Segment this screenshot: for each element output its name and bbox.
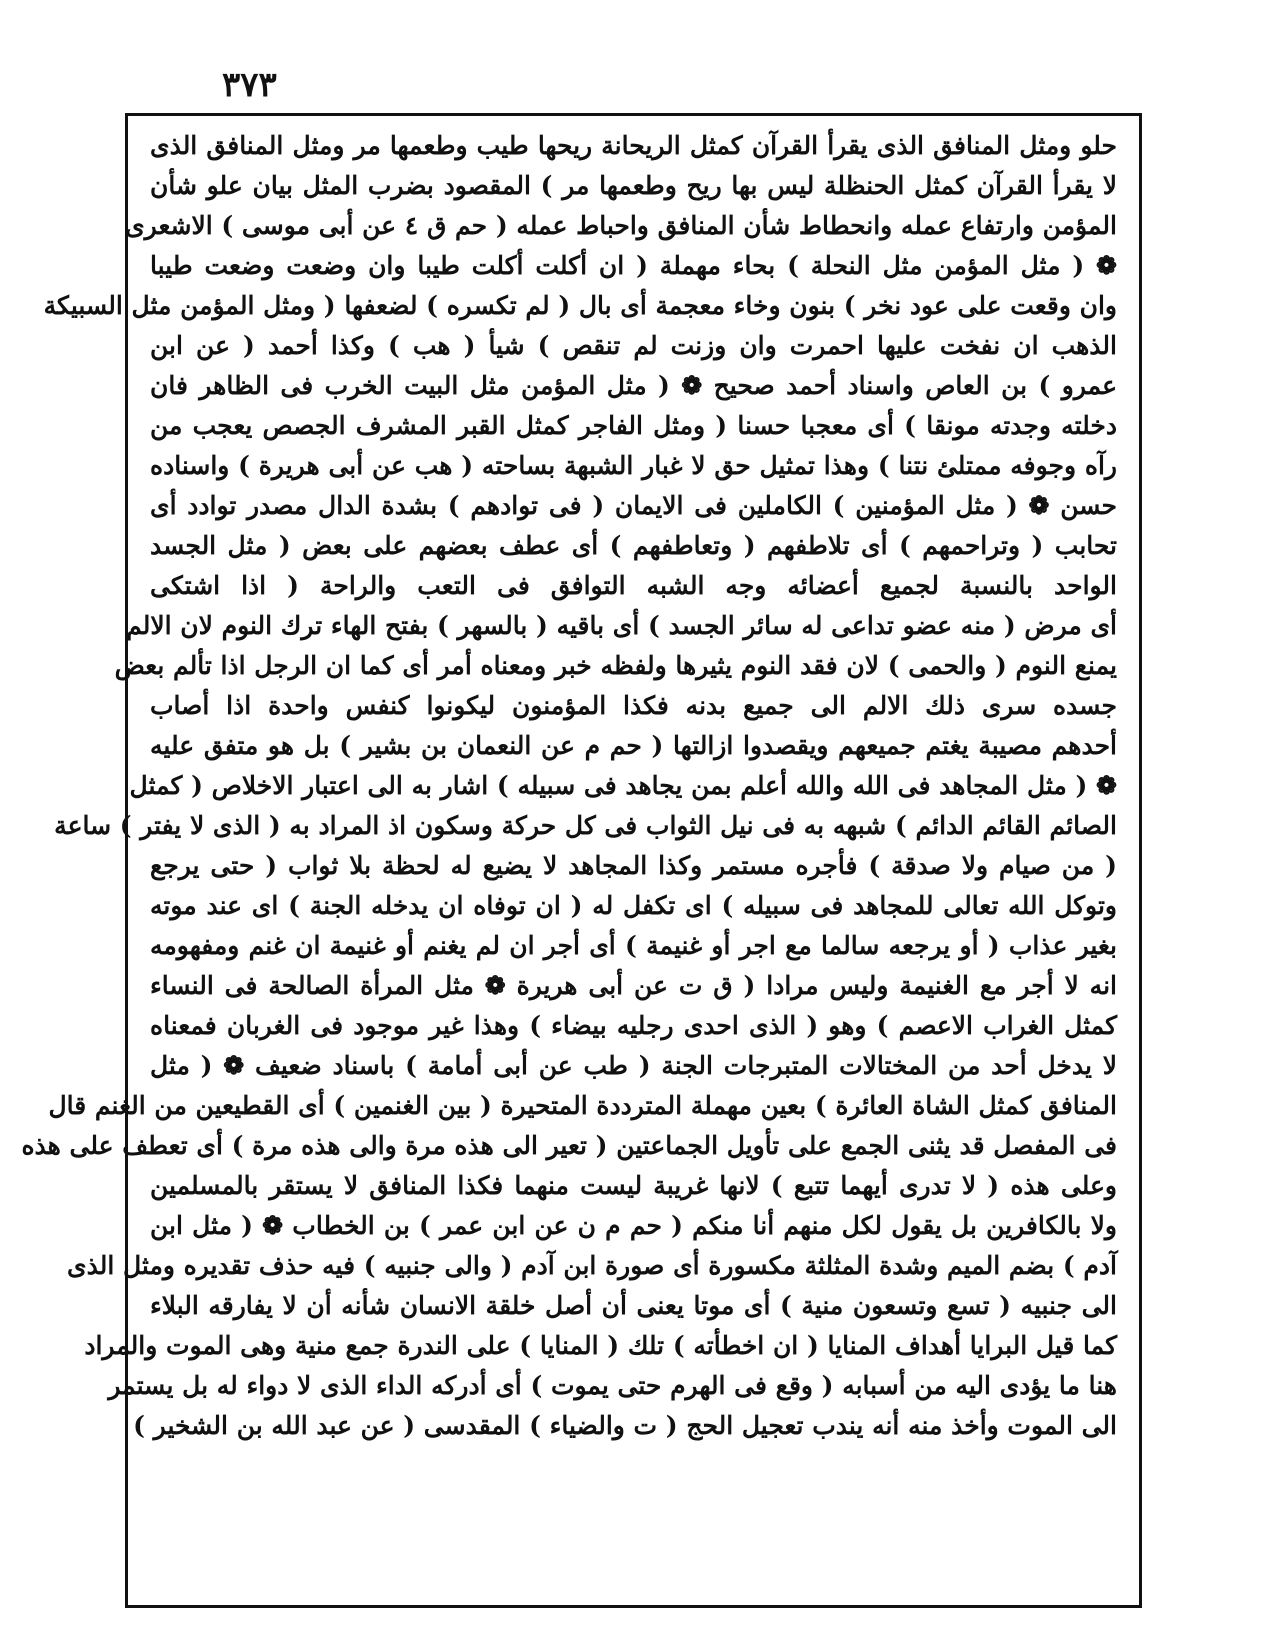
text-line: ❁ ( مثل المؤمن مثل النحلة ) بحاء مهملة ( ان أكلت أكلت طيبا وان وضعت وضعت طيبا bbox=[150, 251, 1117, 280]
text-line: آدم ) بضم الميم وشدة المثلثة مكسورة أى صورة ابن آدم ( والى جنبيه ) فيه حذف تقديره ومثل الذى bbox=[67, 1251, 1117, 1280]
text-frame bbox=[21, 113, 1142, 1608]
text-line: الذهب ان نفخت عليها احمرت وان وزنت لم تنقص ) شيأ ( هب ) وكذا أحمد ( عن ابن bbox=[150, 331, 1117, 360]
text-line: بغير عذاب ( أو يرجعه سالما مع اجر أو غنيمة ) أى أجر ان لم يغنم أو غنيمة ان غنم ومفهومه bbox=[150, 931, 1117, 960]
page-number: ٣٧٣ bbox=[222, 65, 277, 105]
text-line: فى المفصل قد يثنى الجمع على تأويل الجماعتين ( تعير الى هذه مرة والى هذه مرة ) أى تعطف على هذه bbox=[21, 1131, 1117, 1160]
text-line: ولا بالكافرين بل يقول لكل منهم أنا منكم ( حم م ن عن ابن عمر ) بن الخطاب ❁ ( مثل ابن bbox=[150, 1211, 1117, 1240]
text-line: هنا ما يؤدى اليه من أسبابه ( وقع فى الهرم حتى يموت ) أى أدركه الداء الذى لا دواء له بل يستمر bbox=[108, 1371, 1117, 1400]
text-line: وعلى هذه ( لا تدرى أيهما تتبع ) لانها غريبة ليست منهما فكذا المنافق لا يستقر بالمسلمين bbox=[150, 1171, 1117, 1200]
text-line: لا يدخل أحد من المختالات المتبرجات الجنة ( طب عن أبى أمامة ) باسناد ضعيف ❁ ( مثل bbox=[150, 1051, 1117, 1080]
text-line: حلو ومثل المنافق الذى يقرأ القرآن كمثل الريحانة ريحها طيب وطعمها مر ومثل المنافق الذى bbox=[150, 131, 1117, 160]
text-line: وان وقعت على عود نخر ) بنون وخاء معجمة أى بال ( لم تكسره ) لضعفها ( ومثل المؤمن مثل السبيكة bbox=[43, 291, 1117, 320]
text-line: ❁ ( مثل المجاهد فى الله والله أعلم بمن يجاهد فى سبيله ) اشار به الى اعتبار الاخلاص ( كمثل bbox=[129, 771, 1117, 800]
text-line: انه لا أجر مع الغنيمة وليس مرادا ( ق ت عن أبى هريرة ❁ مثل المرأة الصالحة فى النساء bbox=[150, 971, 1117, 1000]
text-line: أحدهم مصيبة يغتم جميعهم ويقصدوا ازالتها ( حم م عن النعمان بن بشير ) بل هو متفق عليه bbox=[150, 731, 1117, 760]
text-line: رآه وجوفه ممتلئ نتنا ) وهذا تمثيل حق لا غبار الشبهة بساحته ( هب عن أبى هريرة ) واسناده bbox=[150, 451, 1117, 480]
text-line: جسده سرى ذلك الالم الى جميع بدنه فكذا المؤمنون ليكونوا كنفس واحدة اذا أصاب bbox=[150, 691, 1117, 720]
text-line: لا يقرأ القرآن كمثل الحنظلة ليس بها ريح وطعمها مر ) المقصود بضرب المثل بيان علو شأن bbox=[150, 171, 1117, 200]
text-line: الى جنبيه ( تسع وتسعون منية ) أى موتا يعنى أن أصل خلقة الانسان شأنه أن لا يفارقه البلاء bbox=[150, 1291, 1117, 1320]
text-line: عمرو ) بن العاص واسناد أحمد صحيح ❁ ( مثل المؤمن مثل البيت الخرب فى الظاهر فان bbox=[150, 371, 1117, 400]
text-line: حسن ❁ ( مثل المؤمنين ) الكاملين فى الايمان ( فى توادهم ) بشدة الدال مصدر توادد أى bbox=[150, 491, 1117, 520]
text-line: الى الموت وأخذ منه أنه يندب تعجيل الحج ( ت والضياء ) المقدسى ( عن عبد الله بن الشخير ) bbox=[133, 1411, 1117, 1440]
text-line: الصائم القائم الدائم ) شبهه به فى نيل الثواب فى كل حركة وسكون اذ المراد به ( الذى لا يفتر ) ساعة bbox=[54, 811, 1117, 840]
text-line bbox=[150, 1446, 1117, 1486]
text-line: يمنع النوم ( والحمى ) لان فقد النوم يثيرها ولفظه خبر ومعناه أمر أى كما ان الرجل اذا تألم بعض bbox=[114, 651, 1117, 680]
text-line: تحابب ( وتراحمهم ) أى تلاطفهم ( وتعاطفهم ) أى عطف بعضهم على بعض ( مثل الجسد bbox=[150, 531, 1117, 560]
text-line: الواحد بالنسبة لجميع أعضائه وجه الشبه التوافق فى التعب والراحة ( اذا اشتكى bbox=[150, 571, 1117, 600]
text-line: المؤمن وارتفاع عمله وانحطاط شأن المنافق واحباط عمله ( حم ق ٤ عن أبى موسى ) الاشعرى bbox=[125, 211, 1117, 240]
text-line: كمثل الغراب الاعصم ) وهو ( الذى احدى رجليه بيضاء ) وهذا غير موجود فى الغربان فمعناه bbox=[150, 1011, 1117, 1040]
text-line: وتوكل الله تعالى للمجاهد فى سبيله ) اى تكفل له ( ان توفاه ان يدخله الجنة ) اى عند موته bbox=[150, 891, 1117, 920]
text-line bbox=[150, 1486, 1117, 1526]
text-line: دخلته وجدته مونقا ) أى معجبا حسنا ( ومثل الفاجر كمثل القبر المشرف الجصص يعجب من bbox=[150, 411, 1117, 440]
text-line: كما قيل البرايا أهداف المنايا ( ان اخطأته ) تلك ( المنايا ) على الندرة جمع منية وهى الموت والمراد bbox=[84, 1331, 1117, 1360]
text-line: ( من صيام ولا صدقة ) فأجره مستمر وكذا المجاهد لا يضيع له لحظة بلا ثواب ( حتى يرجع bbox=[150, 851, 1117, 880]
text-line bbox=[150, 1526, 1117, 1566]
text-line: أى مرض ( منه عضو تداعى له سائر الجسد ) أى باقيه ( بالسهر ) بفتح الهاء ترك النوم لان الالم bbox=[126, 611, 1117, 640]
text-line: المنافق كمثل الشاة العائرة ) بعين مهملة المترددة المتحيرة ( بين الغنمين ) أى القطيعين من الغنم قال bbox=[48, 1091, 1117, 1120]
